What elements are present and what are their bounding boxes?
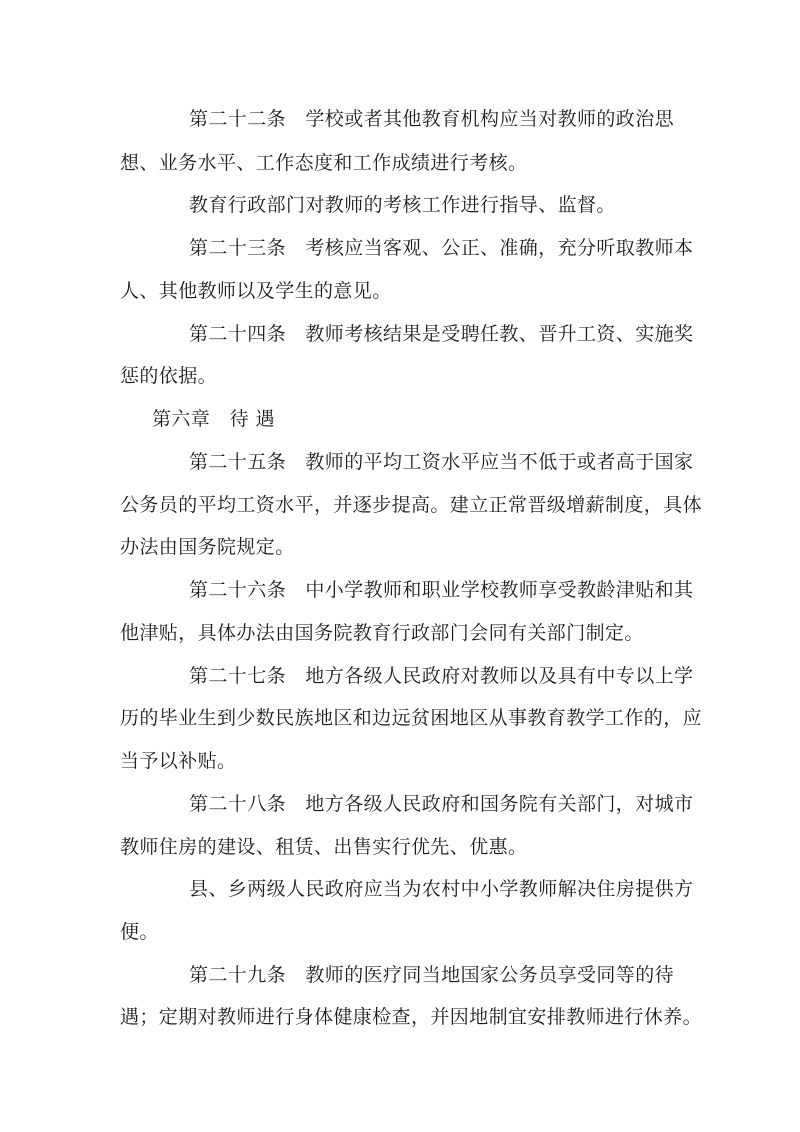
- chapter-heading: 第六章 待 遇: [152, 408, 275, 430]
- text-line-article-25: 第二十五条 教师的平均工资水平应当不低于或者高于国家: [189, 451, 694, 473]
- text-line-article-29: 第二十九条 教师的医疗同当地国家公务员享受同等的待: [189, 964, 675, 986]
- text-line: 教师住房的建设、租赁、出售实行优先、优惠。: [120, 836, 528, 858]
- text-line-article-27: 第二十七条 地方各级人民政府对教师以及具有中专以上学: [189, 665, 694, 687]
- text-line: 他津贴，具体办法由国务院教育行政部门会同有关部门制定。: [120, 622, 644, 644]
- text-line-article-22: 第二十二条 学校或者其他教育机构应当对教师的政治思: [189, 108, 675, 130]
- text-line: 县、乡两级人民政府应当为农村中小学教师解决住房提供方: [189, 878, 694, 900]
- text-line-article-28: 第二十八条 地方各级人民政府和国务院有关部门，对城市: [189, 793, 694, 815]
- text-line: 公务员的平均工资水平，并逐步提高。建立正常晋级增薪制度，具体: [120, 494, 703, 516]
- text-line-article-24: 第二十四条 教师考核结果是受聘任教、晋升工资、实施奖: [189, 323, 694, 345]
- text-line-article-23: 第二十三条 考核应当客观、公正、准确，充分听取教师本: [189, 237, 694, 259]
- text-line: 便。: [120, 921, 159, 943]
- text-line-article-26: 第二十六条 中小学教师和职业学校教师享受教龄津贴和其: [189, 579, 694, 601]
- text-line: 当予以补贴。: [120, 750, 237, 772]
- text-line: 办法由国务院规定。: [120, 536, 295, 558]
- text-line: 遇；定期对教师进行身体健康检查，并因地制宜安排教师进行休养。: [120, 1006, 703, 1028]
- text-line: 教育行政部门对教师的考核工作进行指导、监督。: [189, 194, 616, 216]
- text-line: 历的毕业生到少数民族地区和边远贫困地区从事教育教学工作的，应: [120, 707, 703, 729]
- text-line: 惩的依据。: [120, 365, 218, 387]
- text-line: 人、其他教师以及学生的意见。: [120, 280, 392, 302]
- text-line: 想、业务水平、工作态度和工作成绩进行考核。: [120, 152, 528, 174]
